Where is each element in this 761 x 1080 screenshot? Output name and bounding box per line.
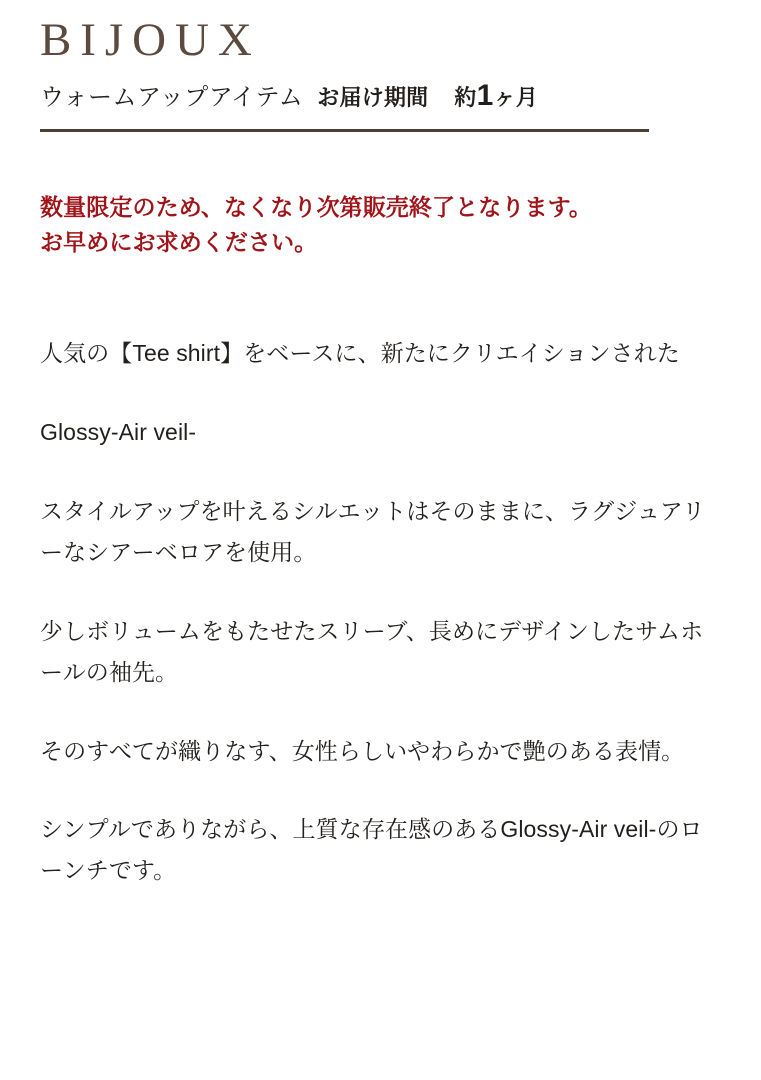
notice-line-1: 数量限定のため、なくなり次第販売終了となります。 [40, 193, 592, 220]
page-header [40, 0, 721, 132]
notice-line-2: お早めにお求めください。 [40, 229, 318, 256]
delivery-unit: ヶ月 [493, 84, 538, 110]
product-name-line: Glossy-Air veil- [40, 418, 197, 445]
delivery-period-value [454, 79, 538, 113]
description-paragraph: シンプルでありながら、上質な存在感のあるGlossy-Air veil-のローンチです。 [40, 816, 703, 884]
description-paragraph: そのすべてが織りなす、女性らしいやわらかで艶のある表情。 [40, 737, 685, 764]
delivery-period-label: お届け期間 [317, 84, 429, 110]
delivery-prefix: 約 [454, 84, 477, 110]
description-body [40, 333, 721, 891]
brand-title: BIJOUX [40, 14, 261, 66]
header-subline [40, 77, 721, 113]
header-divider [40, 129, 649, 132]
description-paragraph: スタイルアップを叶えるシルエットはそのままに、ラグジュアリーなシアーベロアを使用。 [40, 497, 706, 565]
limited-stock-notice [40, 190, 721, 261]
delivery-number: 1 [476, 78, 494, 112]
description-paragraph: 人気の【Tee shirt】をベースに、新たにクリエイションされた [40, 339, 680, 366]
description-paragraph: 少しボリュームをもたせたスリーブ、長めにデザインしたサムホールの袖先。 [40, 617, 704, 685]
item-category-label: ウォームアップアイテム [40, 83, 304, 111]
